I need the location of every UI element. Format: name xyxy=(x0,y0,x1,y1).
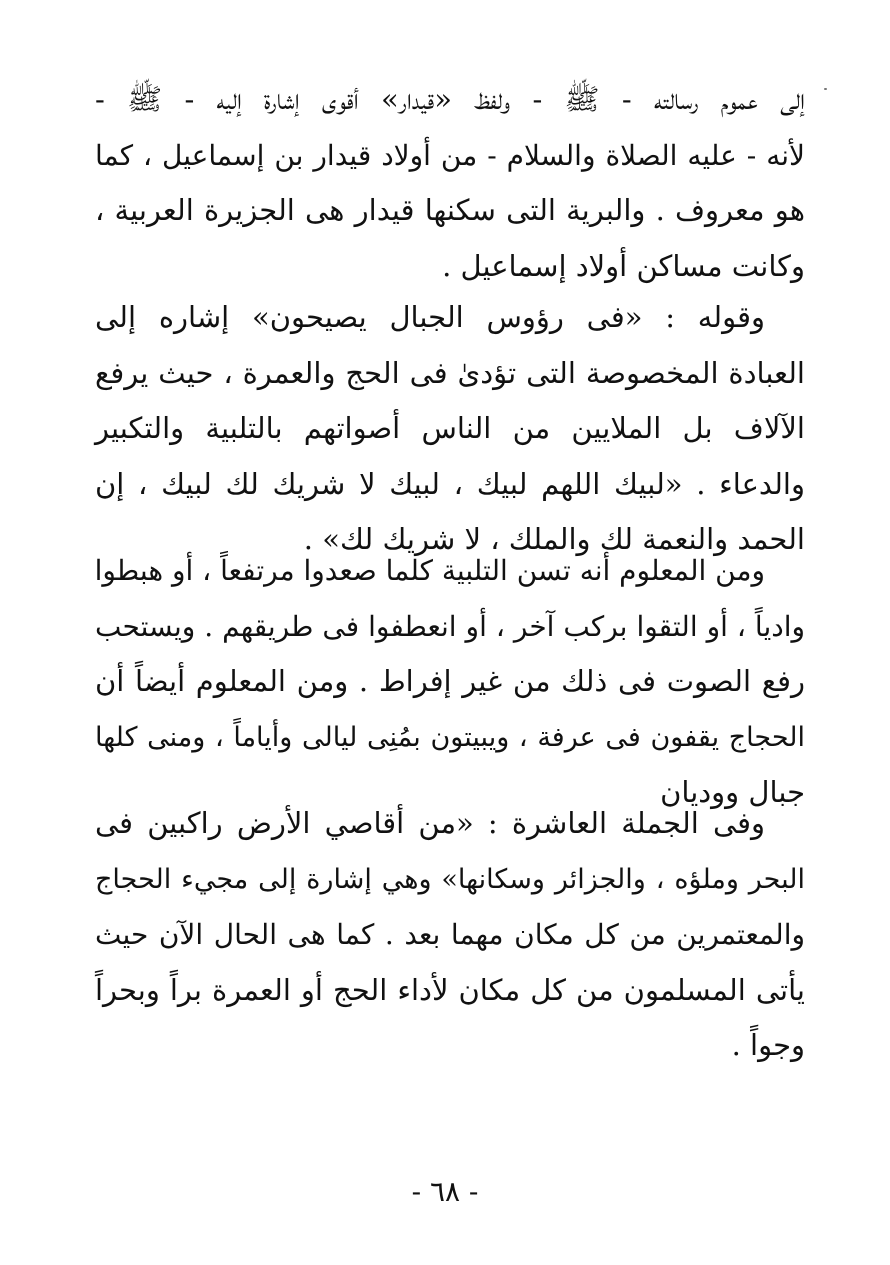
text-line: وفى الجملة العاشرة : «من أقاصي الأرض راكبين فى xyxy=(95,806,765,840)
text-line: البحر وملؤه ، والجزائر وسكانها» وهي إشارة إلى مجيء الحجاج xyxy=(95,863,805,895)
paragraph-1 xyxy=(95,72,805,294)
paragraph-4 xyxy=(95,796,805,1074)
paragraph-2 xyxy=(95,290,805,568)
text-line: والمعتمرين من كل مكان مهما بعد . كما هى الحال الآن حيث xyxy=(95,918,805,951)
text-line: ومن المعلوم أنه تسن التلبية كلما صعدوا مرتفعاً ، أو هبطوا xyxy=(94,554,765,587)
page-number: - ٦٨ - xyxy=(411,1175,479,1208)
text-line: جبال ووديان xyxy=(660,775,805,809)
text-line: يأتى المسلمون من كل مكان لأداء الحج أو العمرة براً وبحراً xyxy=(95,972,805,1007)
text-line: الحمد والنعمة لك والملك ، لا شريك لك» . xyxy=(303,522,805,556)
text-line: وكانت مساكن أولاد إسماعيل . xyxy=(442,248,805,283)
text-line: وجواً . xyxy=(731,1028,805,1062)
text-line: والدعاء . «لبيك اللهم لبيك ، لبيك لا شريك لك لبيك ، إن xyxy=(95,466,805,501)
text-line: هو معروف . والبرية التى سكنها قيدار هى الجزيرة العربية ، xyxy=(95,193,805,227)
scan-speck xyxy=(824,88,827,90)
text-line: العبادة المخصوصة التى تؤدىٰ فى الحج والعمرة ، حيث يرفع xyxy=(95,355,805,390)
text-line: رفع الصوت فى ذلك من غير إفراط . ومن المعلوم أيضاً أن xyxy=(95,664,805,698)
paragraph-3 xyxy=(95,543,805,821)
text-line: وقوله : «فى رؤوس الجبال يصيحون» إشاره إلى xyxy=(95,300,765,334)
text-line: وادياً ، أو التقوا بركب آخر ، أو انعطفوا فى طريقهم . ويستحب xyxy=(95,609,805,643)
text-line: لأنه - عليه الصلاة والسلام - من أولاد قيدار بن إسماعيل ، كما xyxy=(95,138,805,172)
text-line: الحجاج يقفون فى عرفة ، ويبيتون بمُنِى ليالى وأياماً ، ومنى كلها xyxy=(95,721,805,753)
text-line: إلى عموم رسالته - ﷺ - ولفظ «قيدار» أقوى إشارة إليه - ﷺ - xyxy=(95,82,805,116)
text-line: الآلاف بل الملايين من الناس أصواتهم بالتلبية والتكبير xyxy=(95,411,805,445)
